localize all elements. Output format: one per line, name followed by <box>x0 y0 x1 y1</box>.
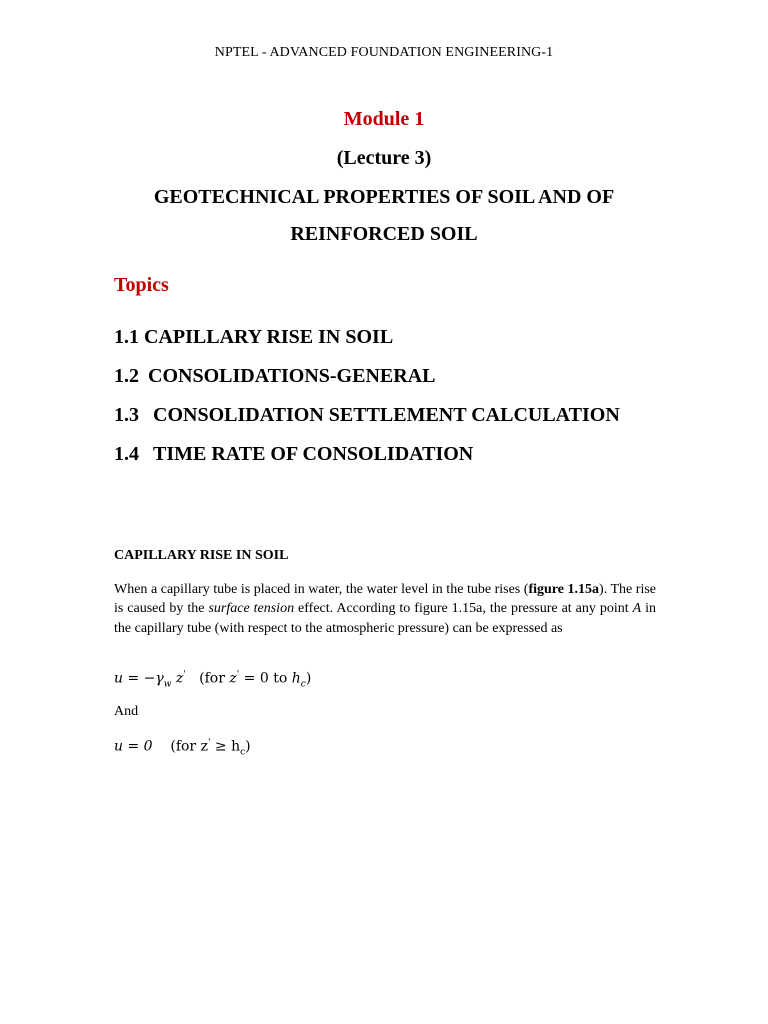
italic-term: surface tension <box>208 601 295 617</box>
equation-lhs: u = 0 <box>114 738 153 755</box>
topic-number: 1.2 <box>114 365 139 387</box>
page-header: NPTEL - ADVANCED FOUNDATION ENGINEERING-1 <box>214 45 554 60</box>
topic-text: CONSOLIDATIONS-GENERAL <box>148 365 436 387</box>
paragraph-text: effect. According to figure 1.15a, the pressure at any point <box>294 601 633 617</box>
equation-variable: z <box>171 670 184 687</box>
figure-reference: figure 1.15a <box>528 582 600 597</box>
topic-item <box>114 365 435 388</box>
topic-item <box>114 326 393 349</box>
equation-lhs: u = −γ <box>114 670 164 687</box>
document-title-line-2: REINFORCED SOIL <box>290 223 478 245</box>
topics-heading: Topics <box>114 274 169 296</box>
document-title-line-1: GEOTECHNICAL PROPERTIES OF SOIL AND OF <box>153 186 615 208</box>
equation-condition: ≥ h <box>210 738 241 755</box>
point-label: A <box>632 601 642 617</box>
equation-condition-h: h <box>291 670 301 687</box>
topic-text: TIME RATE OF CONSOLIDATION <box>153 443 474 465</box>
module-title: Module 1 <box>343 108 425 130</box>
equation-condition-variable: z <box>229 670 237 687</box>
topic-number: 1.1 <box>114 326 139 348</box>
topic-item <box>114 443 473 466</box>
equation-condition: (for z <box>152 738 208 755</box>
topic-text: CONSOLIDATION SETTLEMENT CALCULATION <box>153 404 620 426</box>
equation-condition-prime: ' <box>207 738 211 748</box>
topic-number: 1.3 <box>114 404 139 426</box>
paragraph-text: ). The rise is caused by the <box>114 582 657 617</box>
body-paragraph <box>114 580 656 638</box>
equation-condition: (for <box>185 670 230 687</box>
lecture-title: (Lecture 3) <box>336 147 432 169</box>
paragraph-text: in the capillary tube (with respect to the atmospheric pressure) can be expressed as <box>114 601 657 636</box>
equation-2 <box>114 738 251 757</box>
equation-condition: = 0 to <box>239 670 292 687</box>
topic-text: CAPILLARY RISE IN SOIL <box>144 326 394 348</box>
conjunction-text: And <box>114 704 139 719</box>
topic-item <box>114 404 620 427</box>
equation-condition-subscript: c <box>240 747 246 758</box>
paragraph-text: When a capillary tube is placed in water, the water level in the tube rises ( <box>114 582 529 597</box>
equation-condition-subscript: c <box>300 679 306 690</box>
equation-1 <box>114 670 311 689</box>
equation-condition-prime: ' <box>236 670 240 680</box>
equation-condition: ) <box>305 670 312 687</box>
equation-condition: ) <box>245 738 251 755</box>
topic-number: 1.4 <box>114 443 139 465</box>
section-heading: CAPILLARY RISE IN SOIL <box>114 548 289 563</box>
equation-subscript: w <box>163 679 172 690</box>
equation-prime: ' <box>183 670 186 680</box>
